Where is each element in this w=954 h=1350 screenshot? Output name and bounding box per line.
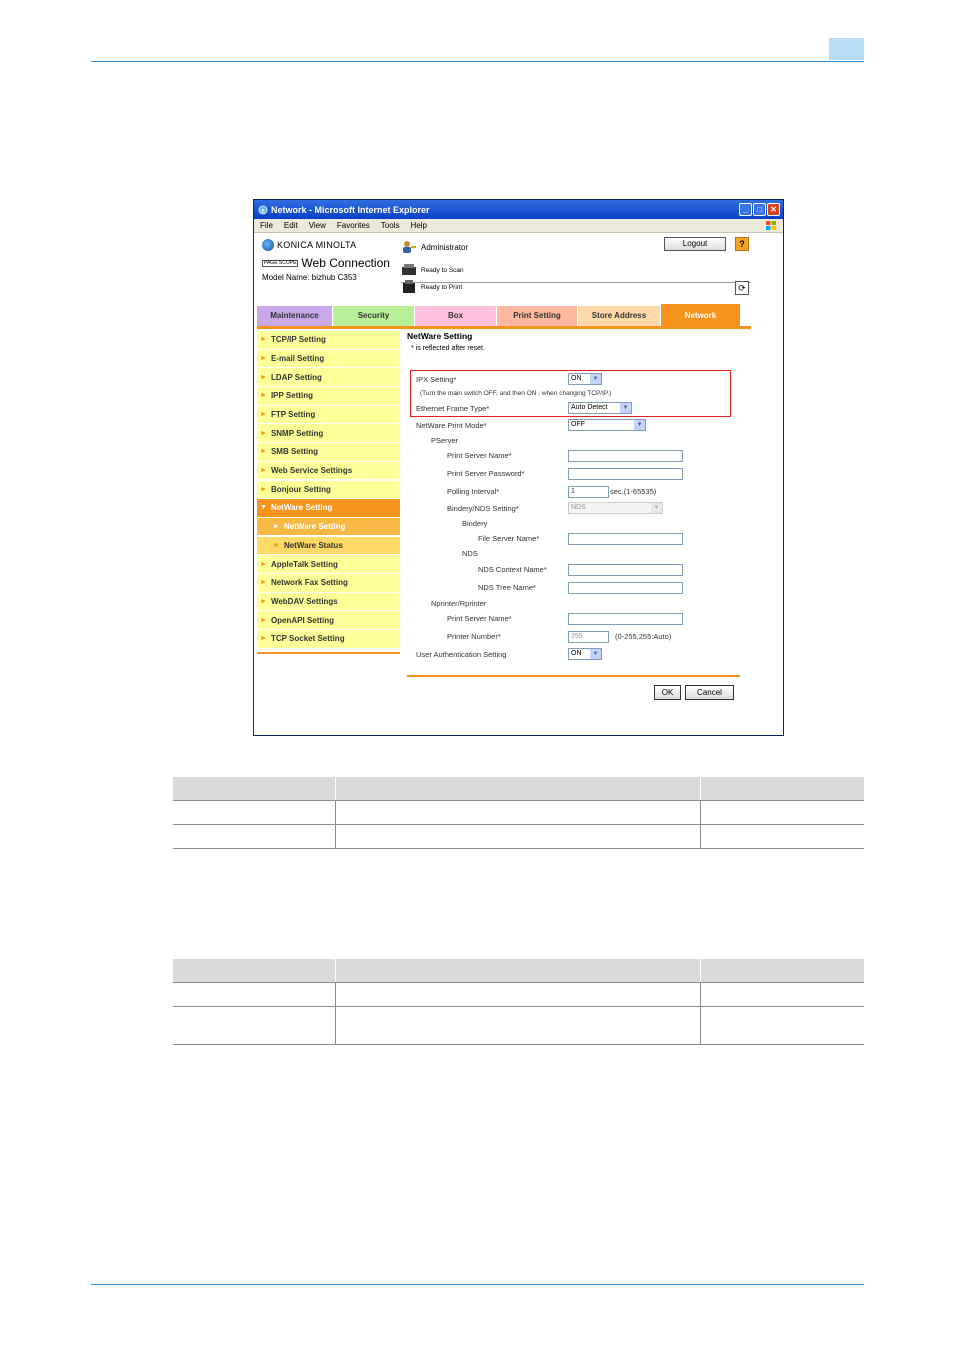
printer-number-input[interactable]: 255	[568, 631, 609, 643]
page-footer-rule	[91, 1284, 864, 1285]
table-row	[173, 801, 864, 825]
help-icon[interactable]: ?	[735, 237, 749, 251]
sidebar	[257, 331, 400, 649]
header-cell	[173, 777, 336, 800]
chevron-down-icon: ▼	[590, 374, 601, 384]
bindery-heading: Bindery	[462, 519, 488, 528]
table-1	[173, 777, 864, 849]
menu-view[interactable]: View	[308, 221, 326, 230]
admin-label: Administrator	[401, 240, 468, 254]
arrow-right-icon: ►	[260, 597, 267, 605]
arrow-right-icon: ►	[260, 467, 267, 475]
print-mode-label: NetWare Print Mode*	[416, 421, 487, 430]
sidebar-divider	[257, 652, 400, 654]
sidebar-item-web-service[interactable]: ► Web Service Settings	[257, 462, 400, 480]
nds-heading: NDS	[462, 549, 478, 558]
sidebar-item-smb[interactable]: ► SMB Setting	[257, 443, 400, 461]
arrow-right-icon: ►	[260, 373, 267, 381]
table-header	[173, 777, 864, 801]
tab-network[interactable]: Network	[661, 304, 740, 326]
form-divider	[407, 675, 740, 677]
polling-range: sec.(1-65535)	[610, 487, 657, 496]
polling-label: Polling Interval*	[447, 487, 500, 496]
polling-input[interactable]: 1	[568, 486, 609, 498]
header-cell	[173, 959, 336, 982]
bindery-nds-select[interactable]: NDS ▼	[568, 502, 663, 514]
chevron-down-icon: ▼	[620, 403, 631, 413]
sidebar-item-tcpip[interactable]: ► TCP/IP Setting	[257, 331, 400, 349]
web-connection-logo: PAGE SCOPE Web Connection	[264, 256, 390, 270]
sidebar-item-snmp[interactable]: ► SNMP Setting	[257, 424, 400, 442]
nds-context-input[interactable]	[568, 564, 683, 576]
arrow-right-icon: ►	[260, 485, 267, 493]
table-cell	[173, 1007, 336, 1044]
model-name: Model Name: bizhub C353	[262, 273, 357, 282]
sidebar-item-ldap[interactable]: ► LDAP Setting	[257, 368, 400, 386]
menu-bar	[254, 219, 783, 233]
table-cell	[701, 801, 864, 824]
table-header	[173, 959, 864, 983]
table-cell	[336, 825, 701, 848]
arrow-down-icon: ▼	[260, 504, 267, 512]
chevron-down-icon: ▼	[590, 649, 601, 659]
chapter-tab	[829, 38, 864, 60]
sidebar-item-appletalk[interactable]: ► AppleTalk Setting	[257, 555, 400, 573]
tab-box[interactable]: Box	[415, 306, 496, 326]
table-cell	[336, 801, 701, 824]
header-cell	[701, 777, 864, 800]
windows-logo-icon	[765, 220, 777, 231]
arrow-right-icon: ►	[260, 635, 267, 643]
chevron-down-icon: ▼	[651, 503, 662, 513]
browser-window	[253, 199, 784, 736]
svg-text:e: e	[261, 206, 265, 214]
header-cell	[336, 777, 701, 800]
printer-number-label: Printer Number*	[447, 632, 501, 641]
ps-password-label: Print Server Password*	[447, 469, 525, 478]
table-cell	[336, 1007, 701, 1044]
arrow-right-icon: ►	[260, 560, 267, 568]
title-bar	[254, 200, 783, 219]
arrow-right-icon: ►	[260, 448, 267, 456]
sidebar-item-email[interactable]: ► E-mail Setting	[257, 350, 400, 368]
chevron-down-icon: ▼	[634, 420, 645, 430]
menu-favorites[interactable]: Favorites	[336, 221, 370, 230]
np-name-label: Print Server Name*	[447, 614, 512, 623]
menu-tools[interactable]: Tools	[380, 221, 400, 230]
frame-type-label: Ethernet Frame Type*	[416, 404, 490, 413]
table-cell	[173, 801, 336, 824]
nds-tree-input[interactable]	[568, 582, 683, 594]
table-cell	[336, 983, 701, 1006]
globe-icon	[262, 239, 274, 251]
header-cell	[336, 959, 701, 982]
bindery-nds-label: Bindery/NDS Setting*	[447, 504, 519, 513]
arrow-right-icon: ►	[260, 336, 267, 344]
nprinter-heading: Nprinter/Rprinter	[431, 599, 487, 608]
table-cell	[701, 983, 864, 1006]
nds-context-label: NDS Context Name*	[478, 565, 547, 574]
ie-icon	[258, 205, 268, 215]
print-status: Ready to Print	[401, 280, 462, 294]
table-2	[173, 959, 864, 1045]
sidebar-item-bonjour[interactable]: ► Bonjour Setting	[257, 481, 400, 499]
maximize-button[interactable]: □	[753, 203, 766, 216]
print-mode-select[interactable]: OFF ▼	[568, 419, 646, 431]
arrow-right-icon: ►	[273, 523, 280, 531]
tab-store-address[interactable]: Store Address	[578, 306, 660, 326]
table-cell	[173, 825, 336, 848]
arrow-right-icon: ►	[273, 541, 280, 549]
tab-print-setting[interactable]: Print Setting	[497, 306, 577, 326]
ok-button[interactable]: OK	[654, 685, 681, 700]
tab-security[interactable]: Security	[333, 306, 414, 326]
close-button[interactable]: ✕	[767, 203, 780, 216]
tab-underline	[257, 326, 751, 329]
arrow-right-icon: ►	[260, 616, 267, 624]
window-title: Network - Microsoft Internet Explorer	[271, 204, 430, 215]
refresh-icon[interactable]: ⟳	[735, 281, 749, 295]
ipx-label: IPX Setting*	[416, 375, 457, 384]
branding	[262, 239, 390, 282]
page-title: NetWare Setting	[407, 331, 473, 341]
tab-bar	[257, 306, 751, 326]
menu-edit[interactable]: Edit	[283, 221, 298, 230]
printer-number-range: (0-255,255:Auto)	[615, 632, 672, 641]
scanner-icon	[401, 263, 417, 277]
cancel-button[interactable]: Cancel	[685, 685, 734, 700]
menu-help[interactable]: Help	[410, 221, 427, 230]
menu-file[interactable]: File	[260, 221, 273, 230]
pserver-heading: PServer	[431, 436, 459, 445]
user-auth-select[interactable]: ON ▼	[568, 648, 602, 660]
sidebar-item-ipp[interactable]: ► IPP Setting	[257, 387, 400, 405]
sidebar-item-netware[interactable]: ▼ NetWare Setting	[257, 499, 400, 517]
arrow-right-icon: ►	[260, 392, 267, 400]
table-cell	[701, 825, 864, 848]
logout-button[interactable]: Logout	[664, 237, 726, 251]
ps-password-input[interactable]	[568, 468, 683, 480]
file-server-input[interactable]	[568, 533, 683, 545]
scan-status: Ready to Scan	[401, 263, 464, 277]
page-content	[254, 233, 783, 734]
file-server-label: File Server Name*	[478, 534, 540, 543]
printer-icon	[401, 280, 417, 294]
page-header-rule	[91, 61, 864, 62]
table-row	[173, 1007, 864, 1045]
ipx-hint: (Turn the main switch OFF, and then ON , when changing TCP/IP.)	[420, 390, 612, 397]
ps-name-label: Print Server Name*	[447, 451, 512, 460]
netware-form	[407, 331, 752, 697]
table-cell	[173, 983, 336, 1006]
np-name-input[interactable]	[568, 613, 683, 625]
user-key-icon	[401, 240, 417, 254]
sidebar-item-webdav[interactable]: ► WebDAV Settings	[257, 593, 400, 611]
arrow-right-icon: ►	[260, 429, 267, 437]
tab-maintenance[interactable]: Maintenance	[257, 306, 332, 326]
ps-name-input[interactable]	[568, 450, 683, 462]
pagescope-mark: PAGE SCOPE	[264, 259, 297, 266]
table-row	[173, 825, 864, 849]
arrow-right-icon: ►	[260, 354, 267, 362]
arrow-right-icon: ►	[260, 411, 267, 419]
minimize-button[interactable]: _	[739, 203, 752, 216]
ipx-select[interactable]: ON ▼	[568, 373, 602, 385]
konica-minolta-logo: KONICA MINOLTA	[262, 239, 390, 251]
sidebar-item-network-fax[interactable]: ► Network Fax Setting	[257, 574, 400, 592]
sidebar-item-tcp-socket[interactable]: ► TCP Socket Setting	[257, 630, 400, 648]
frame-type-select[interactable]: Auto Detect ▼	[568, 402, 632, 414]
header-cell	[701, 959, 864, 982]
user-auth-label: User Authentication Setting	[416, 650, 507, 659]
table-cell	[701, 1007, 864, 1044]
nds-tree-label: NDS Tree Name*	[478, 583, 536, 592]
sidebar-subitem-netware-setting[interactable]: ► NetWare Setting	[257, 518, 400, 536]
sidebar-item-openapi[interactable]: ► OpenAPI Setting	[257, 611, 400, 629]
arrow-right-icon: ►	[260, 579, 267, 587]
reset-note: * is reflected after reset.	[411, 345, 485, 352]
table-row	[173, 983, 864, 1007]
sidebar-item-ftp[interactable]: ► FTP Setting	[257, 406, 400, 424]
sidebar-subitem-netware-status[interactable]: ► NetWare Status	[257, 537, 400, 555]
